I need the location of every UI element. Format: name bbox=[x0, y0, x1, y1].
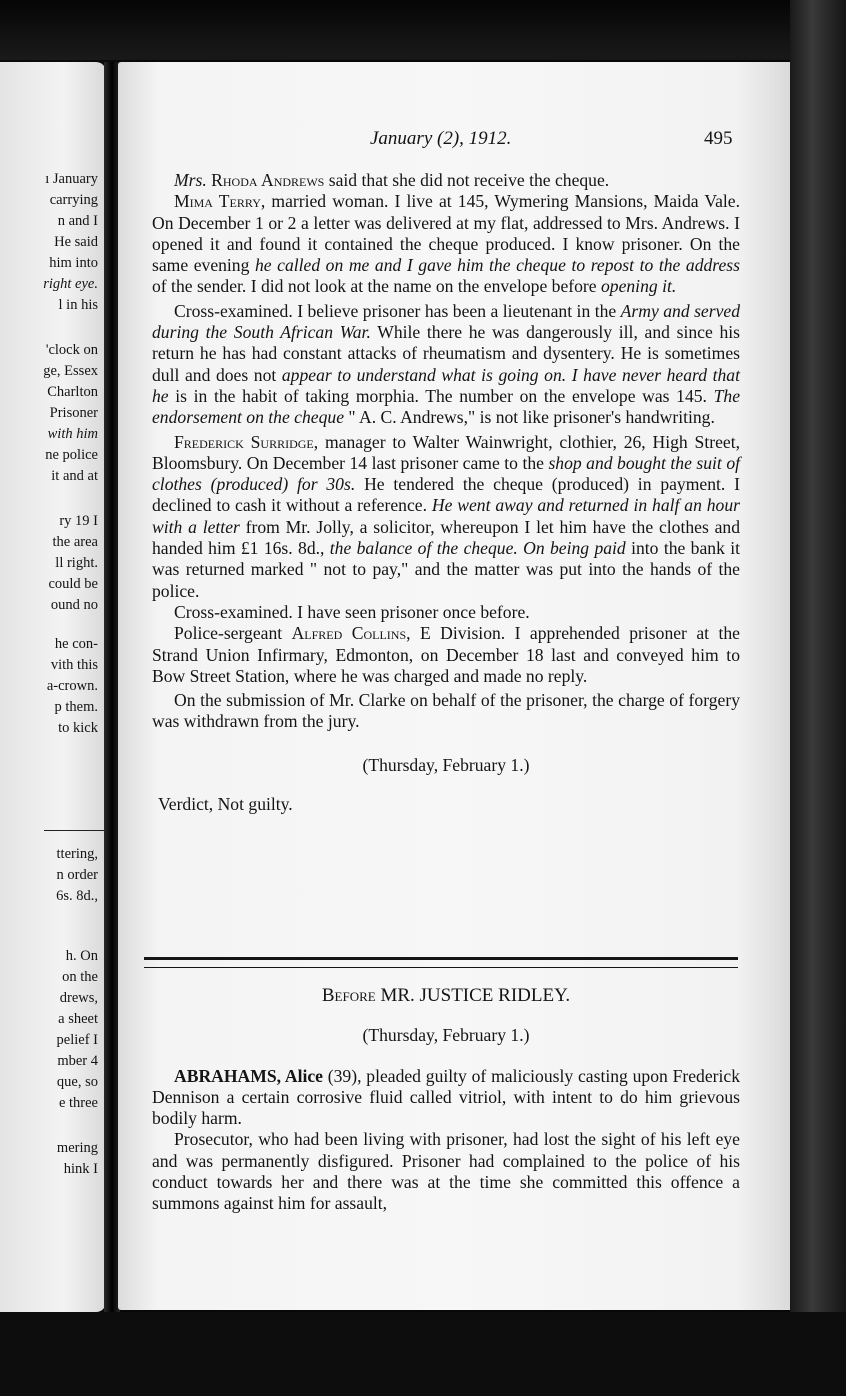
cross-exam-paragraph-2: Cross-examined. I have seen prisoner once before. bbox=[174, 601, 530, 622]
scan-bottom-edge bbox=[0, 1312, 846, 1396]
judge-name: MR. JUSTICE RIDLEY. bbox=[380, 985, 571, 1006]
left-page-fragment: a-crown. bbox=[46, 678, 98, 694]
page-body bbox=[152, 170, 740, 815]
left-page-fragment: ound no bbox=[50, 597, 98, 613]
left-page-fragment: to kick bbox=[58, 720, 98, 736]
left-page-fragment: Prisoner bbox=[49, 405, 98, 421]
scan-top-shadow bbox=[0, 0, 846, 60]
left-page-fragment: mering bbox=[56, 1140, 98, 1156]
left-page-fragment: him into bbox=[49, 255, 98, 271]
left-page-fragment: pelief I bbox=[56, 1032, 98, 1048]
section-divider bbox=[144, 957, 738, 968]
collins-paragraph: Police-sergeant Alfred Collins, E Division. I apprehended prisoner at the Strand Union Infirmary, Edmonton, on December 18 last and conveyed him to Bow Street Station, where he was charged and made no reply. bbox=[152, 623, 740, 686]
left-page-fragment: n order bbox=[56, 867, 98, 883]
section-heading: Before MR. JUSTICE RIDLEY. bbox=[321, 985, 571, 1006]
left-page-fragment: h. On bbox=[65, 948, 98, 964]
left-page-fragment: drews, bbox=[59, 990, 98, 1006]
left-page-fragment: ll right. bbox=[55, 555, 98, 571]
witness-name: Mima Terry bbox=[174, 191, 261, 212]
left-page-fragment: ne police bbox=[45, 447, 98, 463]
left-page-fragment: 6s. 8d., bbox=[56, 888, 98, 904]
left-page-fragment: ttering, bbox=[56, 846, 98, 862]
left-page-fragment: Charlton bbox=[47, 384, 98, 400]
left-page-fragment: ge, Essex bbox=[43, 363, 98, 379]
left-page-fragment: could be bbox=[48, 576, 98, 592]
mima-paragraph: Mima Terry, married woman. I live at 145, Wymering Mansions, Maida Vale. On December 1 or 2 a letter was delivered at my flat, addressed to Mrs. Andrews. I opened it and found it contained the cheque produced. I know prisoner. On the same evening he called on me and I gave him the cheque to repost to the address of the sender. I did not look at the name on the envelope before opening it. bbox=[152, 191, 741, 297]
left-page-fragment: right eye. bbox=[43, 276, 98, 292]
left-page-fragment: on the bbox=[62, 969, 98, 985]
cross-exam-paragraph-1: Cross-examined. I believe prisoner has been a lieutenant in the Army and served during the South African War. While there he was dangerously ill, and since his return he has had constant attacks of rheumatism and dysentery. He is sometimes dull and does not appear to understand what is going on. I have never heard that he is in the habit of taking morphia. The number on the envelope was 145. The endorsement on the cheque " A. C. Andrews," is not like prisoner's handwriting. bbox=[152, 300, 741, 428]
left-page-fragment: mber 4 bbox=[57, 1053, 98, 1069]
date-line: (Thursday, February 1.) bbox=[362, 754, 530, 775]
witness-name: Alfred Collins bbox=[291, 623, 407, 644]
left-page-fragment: hink I bbox=[63, 1161, 98, 1177]
submission-paragraph: On the submission of Mr. Clarke on behalf of the prisoner, the charge of forgery was withdrawn from the jury. bbox=[152, 690, 740, 732]
left-page-fragment: with him bbox=[47, 426, 98, 442]
left-page-rule bbox=[44, 830, 104, 831]
left-page-fragment: carrying bbox=[49, 192, 98, 208]
left-page-fragment: a sheet bbox=[58, 1011, 98, 1027]
left-page-fragment: it and at bbox=[51, 468, 98, 484]
left-page-fragment: p them. bbox=[54, 699, 98, 715]
left-page-fragment: he con- bbox=[54, 636, 98, 652]
left-page-fragment: l in his bbox=[58, 297, 98, 313]
left-page-fragment: n and I bbox=[57, 213, 98, 229]
left-page-fragment: que, so bbox=[56, 1074, 98, 1090]
section-2 bbox=[152, 985, 740, 1215]
left-page-edge bbox=[0, 62, 106, 1312]
left-page-fragment: e three bbox=[58, 1095, 98, 1111]
witness-name: Rhoda Andrews bbox=[211, 170, 325, 190]
abrahams-paragraph: ABRAHAMS, Alice (39), pleaded guilty of maliciously casting upon Frederick Dennison a certain corrosive fluid called vitriol, with intent to do him grievous bodily harm. bbox=[152, 1065, 741, 1129]
left-page-fragment: the area bbox=[52, 534, 98, 550]
header-date: January (2), 1912. bbox=[370, 128, 512, 149]
rhoda-paragraph: Mrs. Rhoda Andrews said that she did not receive the cheque. bbox=[174, 170, 610, 190]
prosecutor-paragraph: Prosecutor, who had been living with prisoner, had lost the sight of his left eye and was permanently disfigured. Prisoner had complained to the police of his conduct towards her and there was at the time she committed this offence a summons against him for assault, bbox=[152, 1129, 740, 1214]
scan-right-edge bbox=[790, 0, 846, 1396]
verdict: Verdict, Not guilty. bbox=[158, 794, 293, 815]
left-page-fragment: He said bbox=[54, 234, 98, 250]
page-header bbox=[118, 128, 790, 158]
witness-name: Frederick Surridge bbox=[174, 431, 314, 452]
surridge-paragraph: Frederick Surridge, manager to Walter Wainwright, clothier, 26, High Street, Bloomsbury. On December 14 last prisoner came to the shop and bought the suit of clothes (produced) for 30s. He tendered the cheque (produced) in payment. I declined to cash it without a reference. He went away and returned in half an hour with a letter from Mr. Jolly, a solicitor, whereupon I let him have the clothes and handed him £1 16s. 8d., the balance of the cheque. On being paid into the bank it was returned marked " not to pay," and the matter was put into the hands of the police. bbox=[152, 431, 741, 601]
date-line-2: (Thursday, February 1.) bbox=[362, 1025, 530, 1046]
left-page-fragment: ı January bbox=[45, 171, 98, 187]
left-page-fragment: ry 19 I bbox=[59, 513, 98, 529]
left-page-fragment: 'clock on bbox=[45, 342, 98, 358]
page-number: 495 bbox=[704, 128, 733, 149]
left-page-fragment: vith this bbox=[50, 657, 98, 673]
defendant-name: ABRAHAMS, Alice bbox=[174, 1065, 323, 1086]
